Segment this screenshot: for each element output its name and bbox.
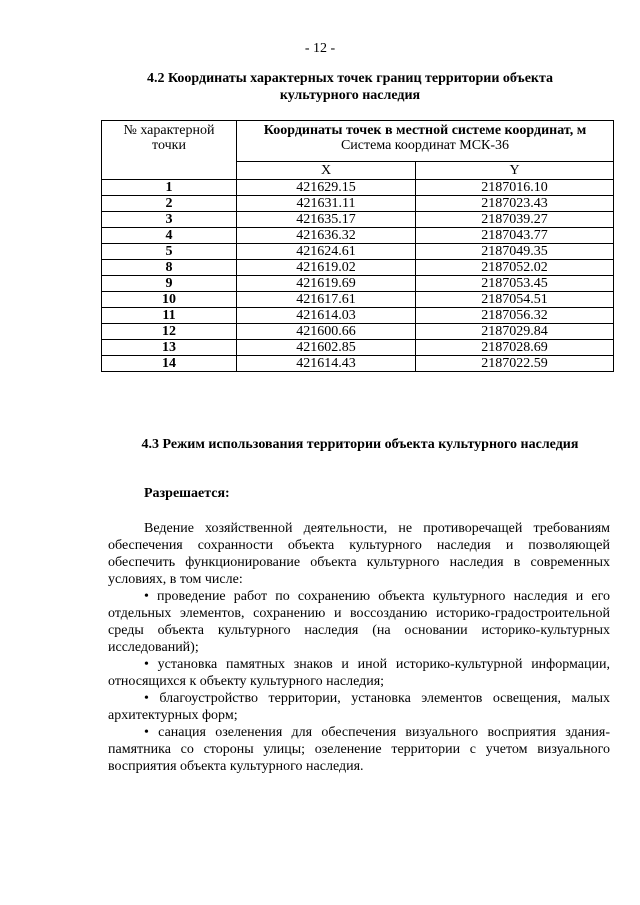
page-number: - 12 - xyxy=(304,41,336,56)
x-coordinate-cell: 421631.11 xyxy=(237,196,416,212)
x-coordinate-cell: 421614.03 xyxy=(237,308,416,324)
point-number-cell: 4 xyxy=(102,228,237,244)
point-number-cell: 9 xyxy=(102,276,237,292)
header-coordinates-title: Координаты точек в местной системе координат, м xyxy=(263,123,587,138)
header-coordinate-system: Система координат МСК-36 xyxy=(340,138,510,153)
section-4-3-title: 4.3 Режим использования территории объекта культурного наследия xyxy=(141,437,579,452)
x-coordinate-cell: 421602.85 xyxy=(237,340,416,356)
section-4-3-body xyxy=(108,520,610,775)
x-coordinate-cell: 421635.17 xyxy=(237,212,416,228)
table-row xyxy=(102,276,614,292)
table-row xyxy=(102,196,614,212)
point-number-cell: 5 xyxy=(102,244,237,260)
x-coordinate-cell: 421619.69 xyxy=(237,276,416,292)
point-number-cell: 8 xyxy=(102,260,237,276)
point-number-cell: 10 xyxy=(102,292,237,308)
x-coordinate-cell: 421619.02 xyxy=(237,260,416,276)
table-row xyxy=(102,340,614,356)
point-number-cell: 1 xyxy=(102,180,237,196)
table-row xyxy=(102,356,614,372)
x-coordinate-cell: 421600.66 xyxy=(237,324,416,340)
coordinates-table-body xyxy=(102,180,614,372)
y-coordinate-cell: 2187028.69 xyxy=(416,340,614,356)
coordinates-table xyxy=(101,120,614,372)
y-coordinate-cell: 2187054.51 xyxy=(416,292,614,308)
x-coordinate-cell: 421624.61 xyxy=(237,244,416,260)
y-coordinate-cell: 2187039.27 xyxy=(416,212,614,228)
table-row xyxy=(102,180,614,196)
table-row xyxy=(102,212,614,228)
table-row xyxy=(102,228,614,244)
y-coordinate-cell: 2187053.45 xyxy=(416,276,614,292)
y-coordinate-cell: 2187022.59 xyxy=(416,356,614,372)
y-coordinate-cell: 2187052.02 xyxy=(416,260,614,276)
point-number-cell: 11 xyxy=(102,308,237,324)
point-number-cell: 14 xyxy=(102,356,237,372)
point-number-cell: 3 xyxy=(102,212,237,228)
table-row xyxy=(102,308,614,324)
point-number-cell: 12 xyxy=(102,324,237,340)
section-4-2-title: 4.2 Координаты характерных точек границ территории объекта культурного наследия xyxy=(146,71,554,103)
table-row xyxy=(102,324,614,340)
y-coordinate-cell: 2187043.77 xyxy=(416,228,614,244)
bullet-item: • проведение работ по сохранению объекта культурного наследия и его отдельных элементов, сохранению и воссозданию историко-градостроительной среды объекта культурного наследия (на основании историко-культурных исследований); xyxy=(108,589,610,655)
y-coordinate-cell: 2187016.10 xyxy=(416,180,614,196)
bullet-item: • благоустройство территории, установка элементов освещения, малых архитектурных форм; xyxy=(108,691,610,723)
header-coordinates xyxy=(237,121,614,162)
intro-paragraph: Ведение хозяйственной деятельности, не противоречащей требованиям обеспечения сохранности объекта культурного наследия и позволяющей обеспечить функционирование объекта культурного наследия в современных условиях, в том числе: xyxy=(108,521,610,587)
x-coordinate-cell: 421614.43 xyxy=(237,356,416,372)
allowed-label: Разрешается: xyxy=(144,486,230,501)
y-coordinate-cell: 2187029.84 xyxy=(416,324,614,340)
bullet-item: • санация озеленения для обеспечения визуального восприятия здания-памятника со стороны улицы; озеленение территории с учетом визуального восприятия объекта культурного наследия. xyxy=(108,725,610,774)
x-coordinate-cell: 421636.32 xyxy=(237,228,416,244)
x-coordinate-cell: 421629.15 xyxy=(237,180,416,196)
point-number-cell: 13 xyxy=(102,340,237,356)
y-coordinate-cell: 2187023.43 xyxy=(416,196,614,212)
x-coordinate-cell: 421617.61 xyxy=(237,292,416,308)
table-row xyxy=(102,260,614,276)
bullet-item: • установка памятных знаков и иной историко-культурной информации, относящихся к объекту культурного наследия; xyxy=(108,657,610,689)
header-x: X xyxy=(237,162,416,180)
header-point-number: № характерной точки xyxy=(102,121,237,180)
table-row xyxy=(102,244,614,260)
point-number-cell: 2 xyxy=(102,196,237,212)
header-y: Y xyxy=(416,162,614,180)
y-coordinate-cell: 2187049.35 xyxy=(416,244,614,260)
y-coordinate-cell: 2187056.32 xyxy=(416,308,614,324)
table-row xyxy=(102,292,614,308)
